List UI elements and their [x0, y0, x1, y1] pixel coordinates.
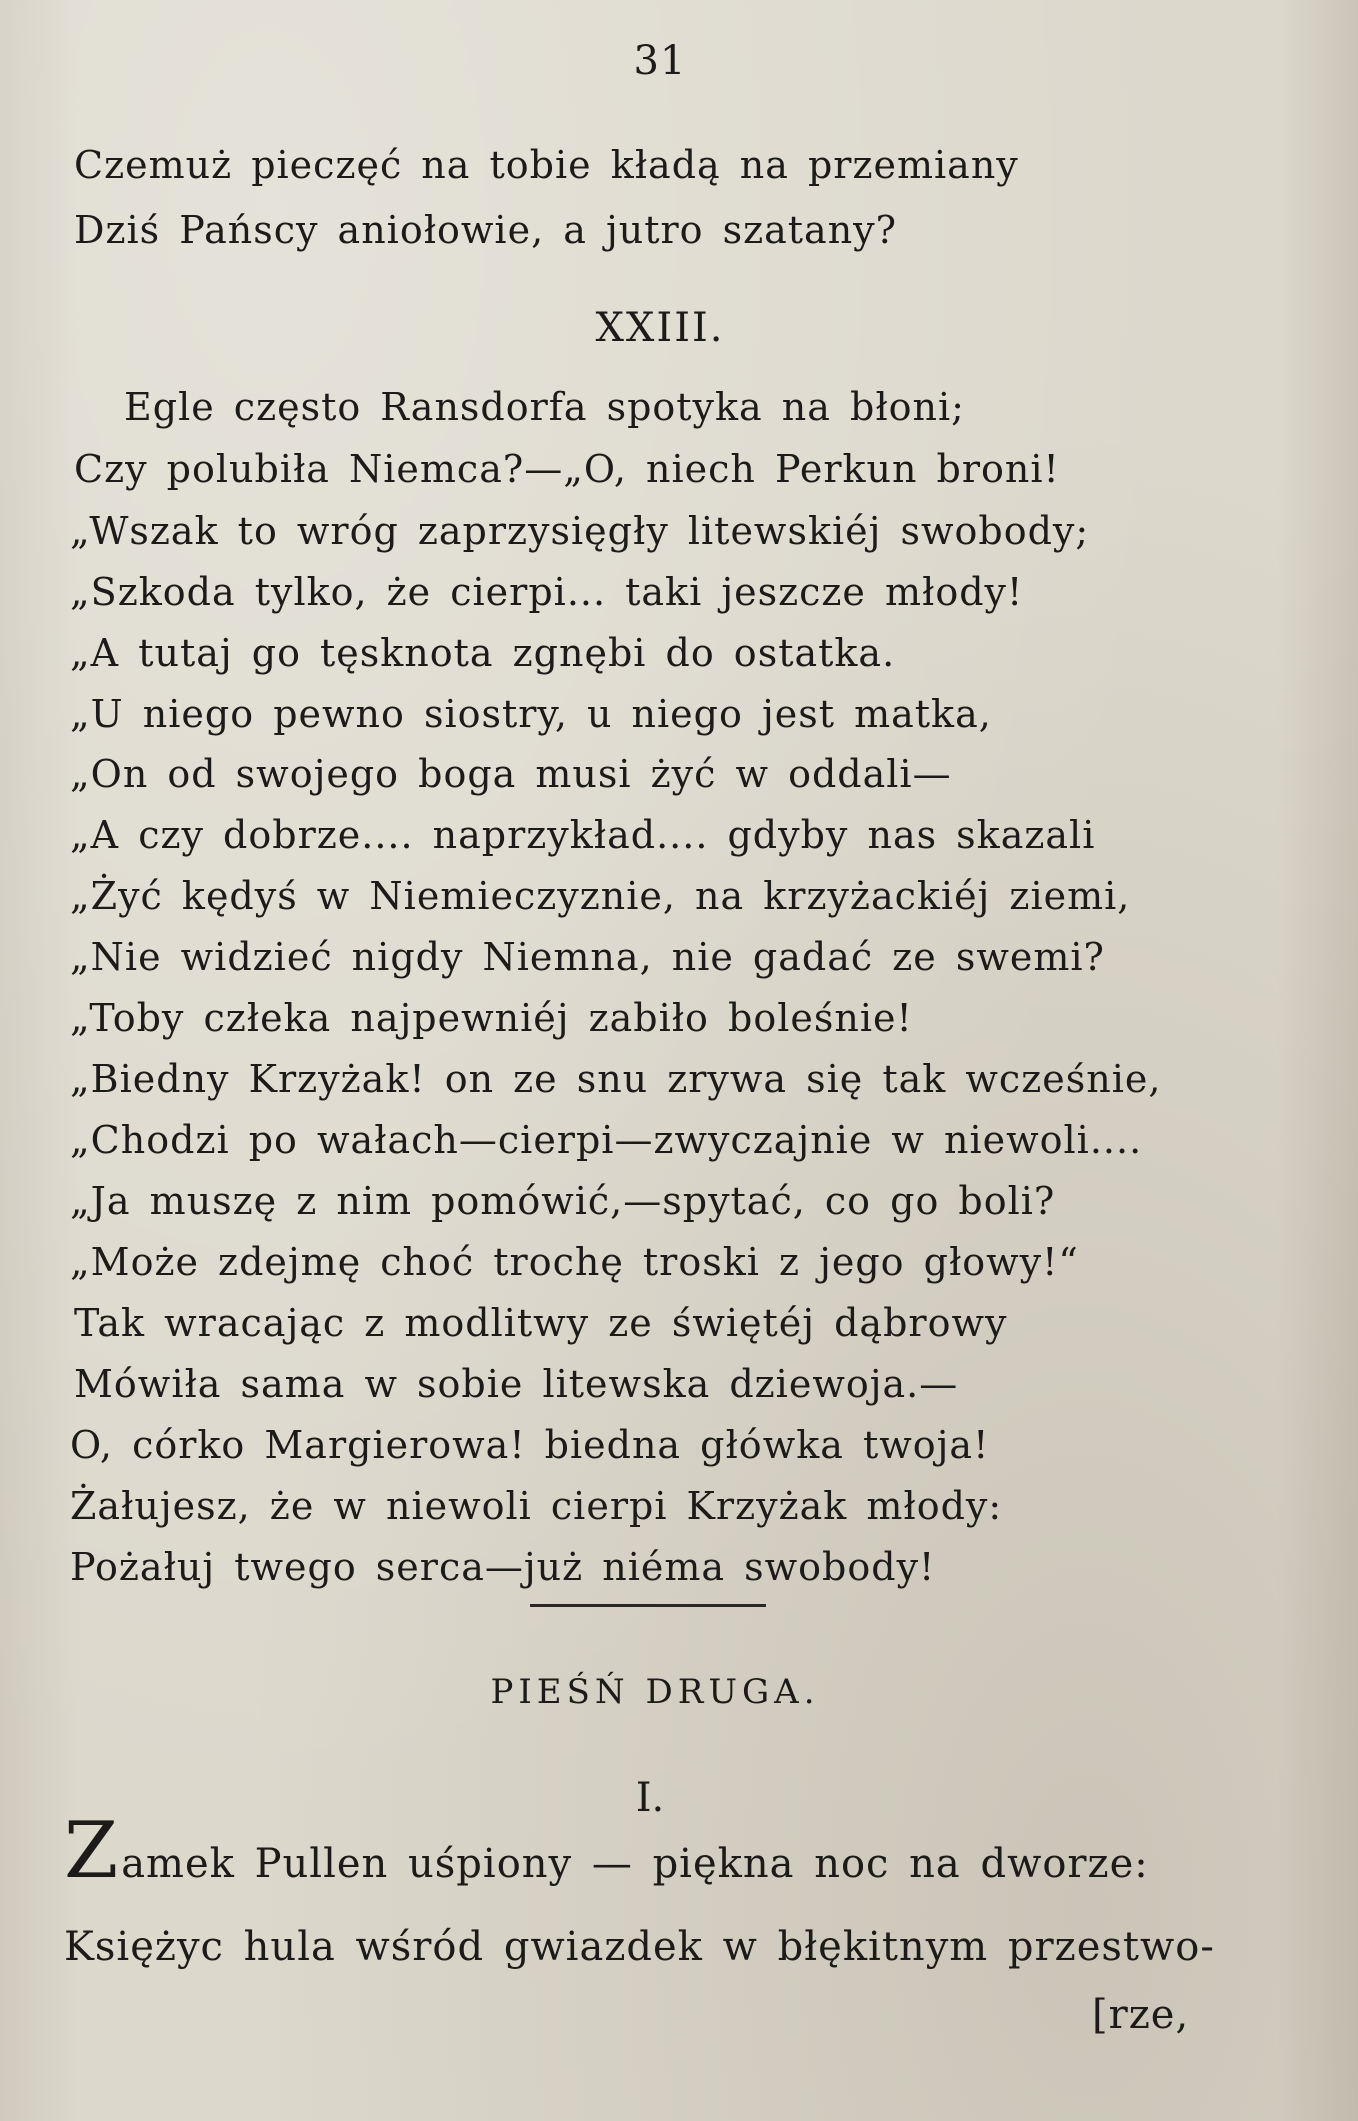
- verse-line: Czy polubiła Niemca?—„O, niech Perkun broni!: [74, 447, 1060, 491]
- verse-line: „U niego pewno siostry, u niego jest matka,: [70, 692, 992, 736]
- chapter-first-line: [64, 1806, 1149, 1896]
- verse-line: Księżyc hula wśród gwiazdek w błękitnym przestwo-: [64, 1924, 1215, 1970]
- verse-continuation: [rze,: [1092, 1992, 1190, 2038]
- verse-line: „Chodzi po wałach—cierpi—zwyczajnie w niewoli....: [70, 1118, 1143, 1162]
- verse-line: „Nie widzieć nigdy Niemna, nie gadać ze swemi?: [70, 935, 1105, 979]
- verse-line: „Wszak to wróg zaprzysięgły litewskiéj swobody;: [70, 509, 1090, 553]
- verse-line: Egle często Ransdorfa spotyka na błoni;: [124, 385, 965, 429]
- verse-line: „Szkoda tylko, że cierpi... taki jeszcze młody!: [70, 570, 1024, 614]
- verse-line: „Żyć kędyś w Niemieczyznie, na krzyżackiéj ziemi,: [70, 874, 1131, 918]
- verse-line: „Może zdejmę choć trochę troski z jego głowy!“: [70, 1240, 1079, 1284]
- verse-line: Mówiła sama w sobie litewska dziewoja.—: [74, 1362, 959, 1406]
- verse-line: Czemuż pieczęć na tobie kładą na przemiany: [74, 143, 1019, 187]
- verse-line: „A tutaj go tęsknota zgnębi do ostatka.: [70, 631, 896, 675]
- verse-line: „Toby człeka najpewniéj zabiło boleśnie!: [70, 996, 913, 1040]
- section-title: PIEŚŃ DRUGA.: [490, 1672, 820, 1712]
- verse-line: „Ja muszę z nim pomówić,—spytać, co go boli?: [70, 1179, 1056, 1223]
- stanza-number: XXIII.: [595, 305, 725, 351]
- drop-cap: Z: [64, 1806, 120, 1896]
- verse-line: Dziś Pańscy aniołowie, a jutro szatany?: [74, 208, 898, 252]
- verse-line: O, córko Margierowa! biedna główka twoja!: [70, 1423, 990, 1467]
- section-divider: [530, 1604, 766, 1607]
- verse-line: Tak wracając z modlitwy ze świętéj dąbrowy: [74, 1301, 1008, 1345]
- verse-line: „On od swojego boga musi żyć w oddali—: [70, 752, 952, 796]
- verse-line: Żałujesz, że w niewoli cierpi Krzyżak młody:: [70, 1484, 1003, 1528]
- first-line-text: amek Pullen uśpiony — piękna noc na dworze:: [121, 1841, 1149, 1887]
- verse-line: Pożałuj twego serca—już niéma swobody!: [70, 1545, 936, 1589]
- verse-line: „Biedny Krzyżak! on ze snu zrywa się tak wcześnie,: [70, 1057, 1162, 1101]
- page-number: 31: [633, 38, 687, 84]
- verse-line: „A czy dobrze.... naprzykład.... gdyby nas skazali: [70, 813, 1096, 857]
- chapter-number: I.: [635, 1775, 665, 1821]
